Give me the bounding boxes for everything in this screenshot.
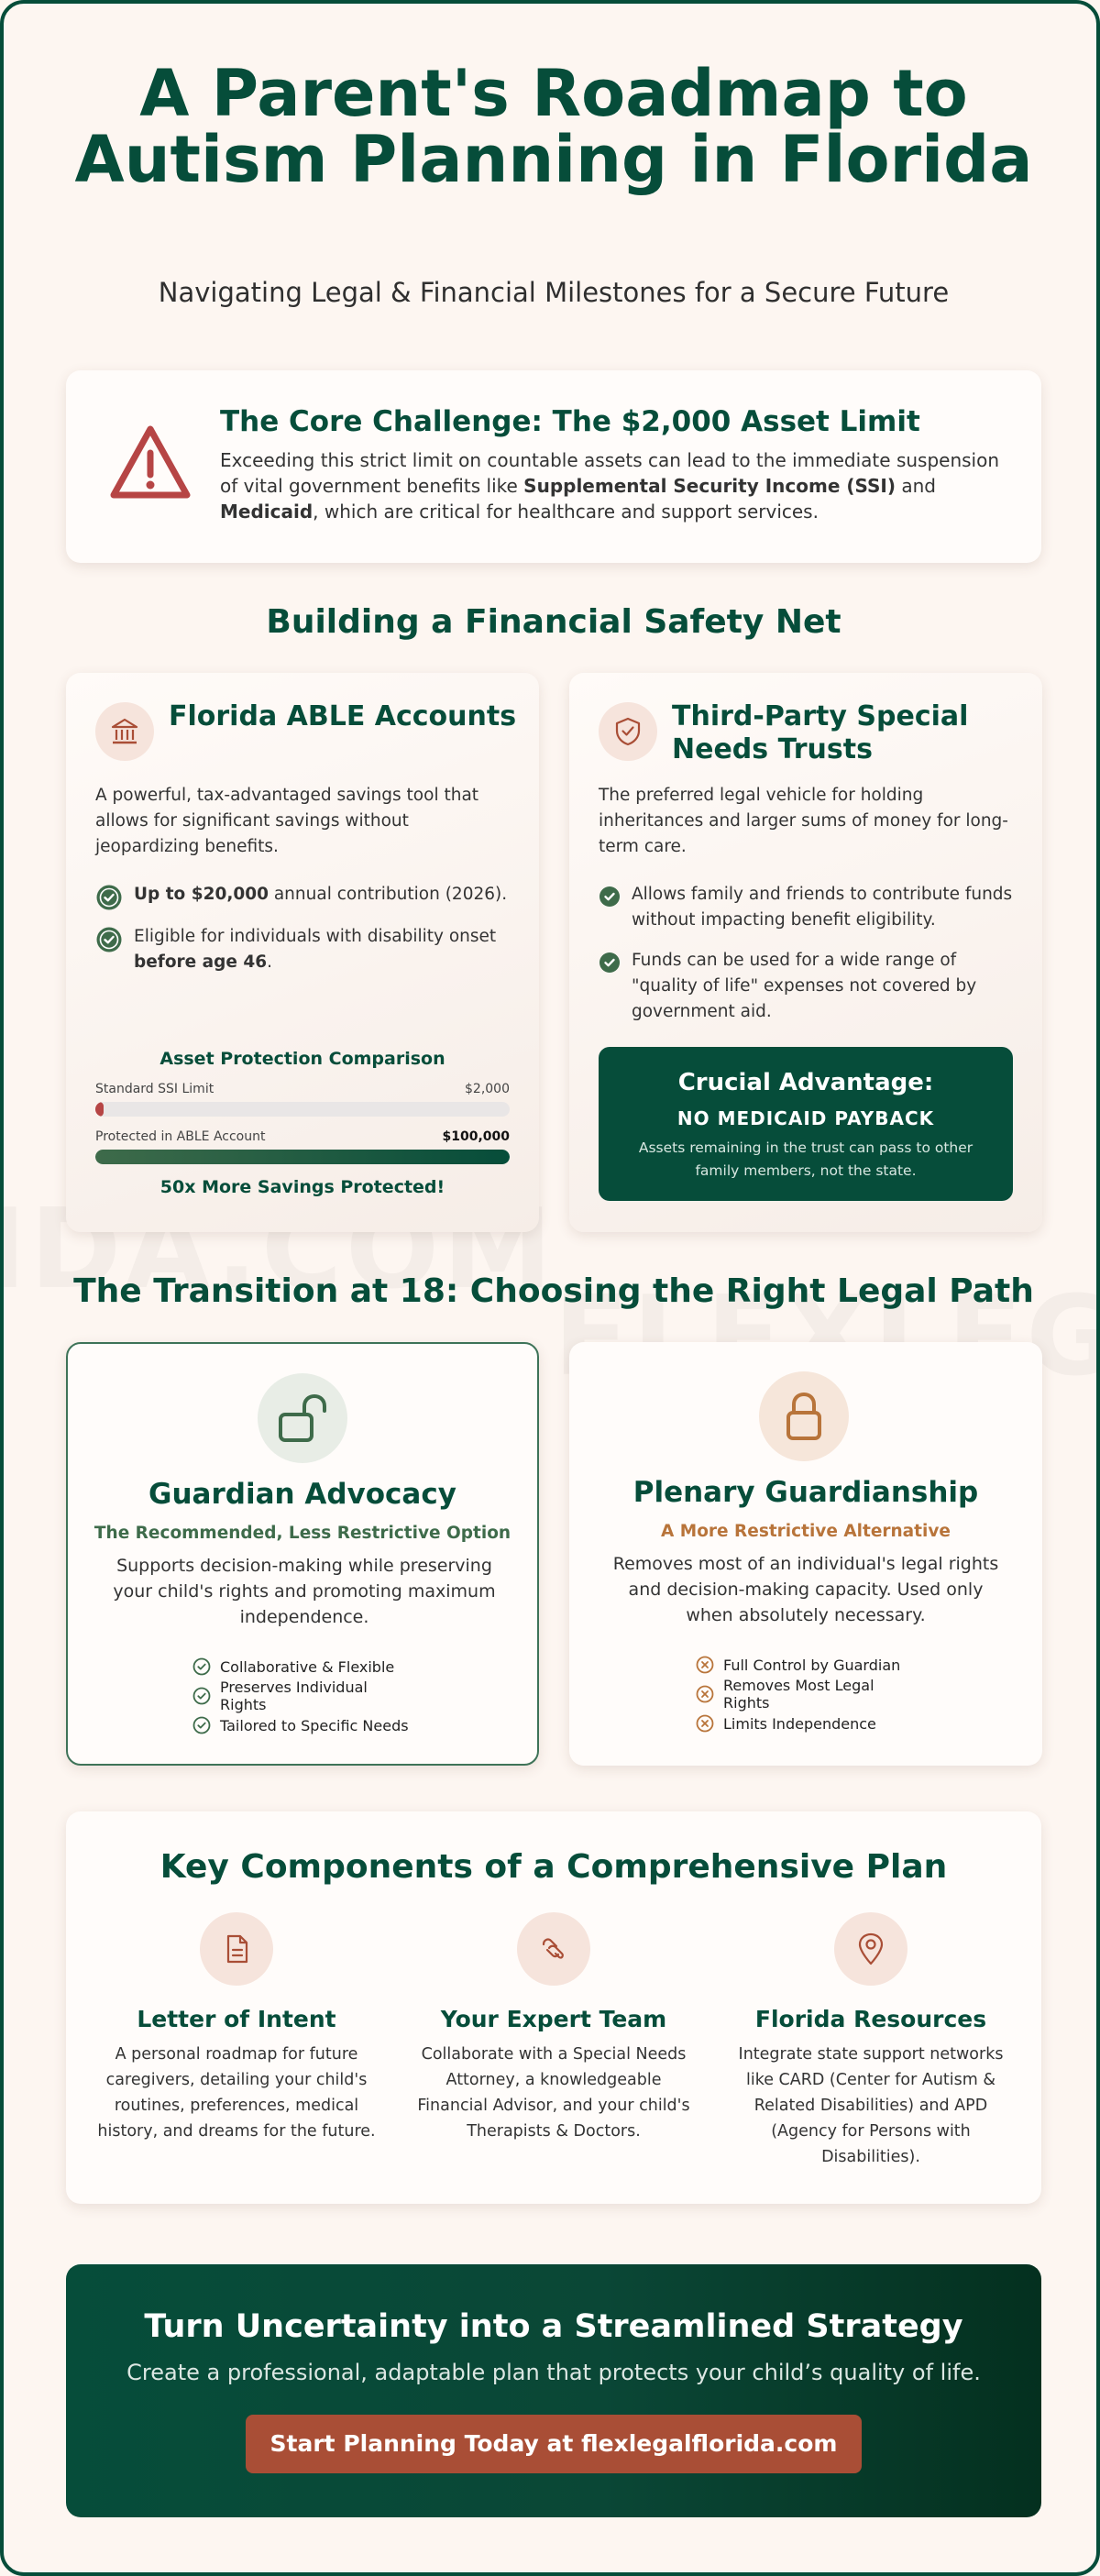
comparison-title: Asset Protection Comparison [160,1049,446,1069]
crucial-advantage-box [599,1047,1013,1201]
plenary-description: Removes most of an individual's legal rights and decision-making capacity. Used only when absolutely necessary. [612,1554,999,1625]
special-needs-trust-card [569,673,1042,1232]
ssi-bar-fill [95,1102,104,1117]
ssi-bar-label: Standard SSI Limit $2,000 [95,1082,510,1096]
core-challenge-card [66,370,1041,563]
able-title: Florida ABLE Accounts [169,700,517,732]
guardian-description: Supports decision-making while preserving your child's rights and promoting maximum independence. [113,1556,496,1627]
trust-title: Third-Party Special Needs Trusts [672,700,969,765]
check-circle-icon [599,886,621,908]
lock-icon [759,1371,849,1461]
components-title: Key Components of a Comprehensive Plan [160,1848,948,1886]
document-icon [200,1912,273,1986]
guardian-advocacy-card [66,1342,539,1766]
component-name: Florida Resources [754,2006,987,2032]
guardian-subtitle: The Recommended, Less Restrictive Option [94,1524,512,1543]
component-description: Integrate state support networks like CARD (Center for Autism & Related Disabilities) and APD (Agency for Persons with Disabilities). [738,2045,1004,2166]
guardian-title: Guardian Advocacy [148,1478,456,1511]
unlock-icon [258,1373,347,1463]
component-name: Letter of Intent [137,2006,336,2032]
able-description: A powerful, tax-advantaged savings tool that allows for significant savings without jeopardizing benefits. [95,786,479,856]
advantage-title: Crucial Advantage: [677,1069,934,1096]
page-subtitle: Navigating Legal & Financial Milestones for a Secure Future [158,277,950,308]
advantage-text: Assets remaining in the trust can pass to other family members, not the state. [638,1139,974,1179]
ssi-bar [95,1102,510,1117]
trust-point-quality-of-life: Funds can be used for a wide range of "quality of life" expenses not covered by government aid. [599,948,1020,1025]
advantage-subtitle: NO MEDICAID PAYBACK [676,1107,935,1129]
component-letter-of-intent [94,1912,380,2144]
call-to-action-banner [66,2264,1041,2517]
trust-point-contributions: Allows family and friends to contribute funds without impacting benefit eligibility. [599,882,1020,933]
x-circle-icon [696,1685,714,1703]
handshake-icon [517,1912,590,1986]
list-item: Preserves Individual Rights [192,1681,412,1711]
shield-check-icon [599,702,657,761]
plenary-guardianship-card [569,1342,1042,1766]
x-circle-icon [696,1656,714,1674]
comparison-footer: 50x More Savings Protected! [160,1177,446,1197]
cta-title: Turn Uncertainty into a Streamlined Strategy [144,2308,963,2345]
able-accounts-card [66,673,539,1232]
able-point-eligibility: Eligible for individuals with disability onset before age 46. [95,924,517,975]
guardian-features [68,1652,537,1740]
check-circle-icon [95,884,123,911]
list-item: Limits Independence [696,1709,916,1738]
check-circle-icon [95,926,123,953]
component-florida-resources [728,1912,1014,2170]
component-name: Your Expert Team [440,2006,667,2032]
able-bar-label: Protected in ABLE Account $100,000 [95,1129,510,1144]
bank-icon [95,702,154,761]
cta-subtitle: Create a professional, adaptable plan that protects your child’s quality of life. [126,2360,981,2385]
component-description: A personal roadmap for future caregivers, detailing your child's routines, preferences, medical history, and dreams for the future. [97,2045,376,2141]
financial-section-title: Building a Financial Safety Net [266,603,842,641]
list-item: Collaborative & Flexible [192,1652,412,1681]
able-bar-fill [95,1150,510,1164]
list-item: Full Control by Guardian [696,1650,916,1679]
x-circle-icon [696,1714,714,1733]
component-description: Collaborate with a Special Needs Attorney, a knowledgeable Financial Advisor, and your child's Therapists & Doctors. [417,2045,690,2141]
able-point-contribution: Up to $20,000 annual contribution (2026). [95,882,517,911]
list-item: Tailored to Specific Needs [192,1711,412,1740]
plenary-subtitle: A More Restrictive Alternative [661,1522,951,1541]
challenge-title: The Core Challenge: The $2,000 Asset Limit [220,405,920,438]
challenge-text: Exceeding this strict limit on countable assets can lead to the immediate suspension of vital government benefits like Supplemental Security Income (SSI) and Medicaid, which are critical for healthcare and support services. [220,449,1000,523]
check-circle-icon [192,1657,211,1676]
map-pin-icon [834,1912,908,1986]
able-bar [95,1150,510,1164]
plenary-title: Plenary Guardianship [632,1476,979,1509]
warning-triangle-icon [108,424,192,502]
trust-description: The preferred legal vehicle for holding inheritances and larger sums of money for long-term care. [599,786,1008,856]
list-item: Removes Most Legal Rights [696,1679,916,1709]
check-circle-icon [599,952,621,974]
legal-section-title: The Transition at 18: Choosing the Right Legal Path [73,1272,1034,1310]
key-components-card [66,1811,1041,2204]
page-title: A Parent's Roadmap to Autism Planning in Florida [74,56,1033,197]
check-circle-icon [192,1687,211,1705]
start-planning-button[interactable]: Start Planning Today at flexlegalflorida.com [246,2415,862,2473]
check-circle-icon [192,1716,211,1734]
plenary-features [569,1650,1042,1738]
component-expert-team [411,1912,697,2144]
